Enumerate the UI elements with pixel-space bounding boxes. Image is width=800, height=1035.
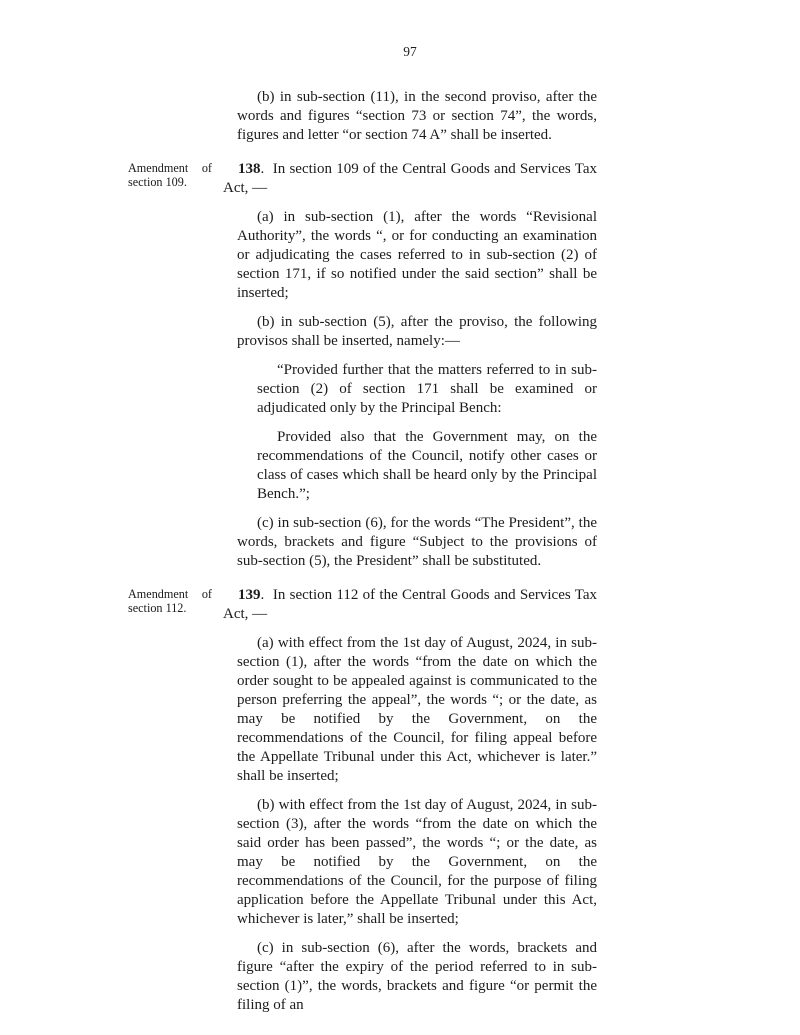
paragraph-text: (b) with effect from the 1st day of August, 2024, in sub-section (3), after the words “from the date on which the said order has been passed”, the words “; or the date, as may be notified by the Government, on the recommendations of the Council, for the purpose of filing application before the Appellate Tribunal under this Act, whichever is later,” shall be inserted; <box>237 797 597 927</box>
section-number: 138 <box>238 161 261 177</box>
paragraph-text: (c) in sub-section (6), for the words “The President”, the words, brackets and figure “Subject to the provisions of sub-section (5), the President” shall be substituted. <box>237 515 597 569</box>
clause-paragraph <box>237 514 597 571</box>
paragraph-text: . In section 109 of the Central Goods and Services Tax Act, — <box>223 161 597 196</box>
clause-paragraph <box>257 428 597 504</box>
paragraph-text: (a) with effect from the 1st day of August, 2024, in sub-section (1), after the words “from the date on which the order sought to be appealed against is communicated to the person preferring the appeal”, the words “; or the date, as may be notified by the Government, on the recommendations of the Council, for filing appeal before the Appellate Tribunal under this Act, whichever is later.” shall be inserted; <box>237 635 597 784</box>
page-number: 97 <box>403 44 417 59</box>
section-paragraph <box>128 586 597 624</box>
margin-note: Amendment of section 109. <box>128 161 212 189</box>
margin-note: Amendment of section 112. <box>128 587 212 615</box>
paragraph-text: (b) in sub-section (11), in the second proviso, after the words and figures “section 73 or section 74”, the words, figures and letter “or section 74 A” shall be inserted. <box>237 89 597 143</box>
clause-paragraph <box>237 634 597 786</box>
paragraph-text: (a) in sub-section (1), after the words “Revisional Authority”, the words “, or for conducting an examination or adjudicating the cases referred to in sub-section (2) of section 171, if so notified under the said section” shall be inserted; <box>237 209 597 301</box>
section-number: 139 <box>238 587 261 603</box>
section-paragraph <box>128 160 597 198</box>
clause-paragraph <box>237 208 597 303</box>
clause-paragraph <box>237 313 597 351</box>
paragraph-text: (b) in sub-section (5), after the proviso, the following provisos shall be inserted, namely:— <box>237 314 597 349</box>
paragraph-text: (c) in sub-section (6), after the words, brackets and figure “after the expiry of the period referred to in sub-section (1)”, the words, brackets and figure “or permit the filing of an <box>237 940 597 1013</box>
clause-paragraph <box>237 796 597 929</box>
clause-paragraph <box>257 361 597 418</box>
clause-paragraph <box>237 88 597 145</box>
document-body <box>128 88 597 1015</box>
paragraph-text: “Provided further that the matters referred to in sub-section (2) of section 171 shall be examined or adjudicated only by the Principal Bench: <box>257 362 597 416</box>
paragraph-text: . In section 112 of the Central Goods and Services Tax Act, — <box>223 587 597 622</box>
paragraph-text: Provided also that the Government may, on the recommendations of the Council, notify other cases or class of cases which shall be heard only by the Principal Bench.”; <box>257 429 597 502</box>
clause-paragraph <box>237 939 597 1015</box>
